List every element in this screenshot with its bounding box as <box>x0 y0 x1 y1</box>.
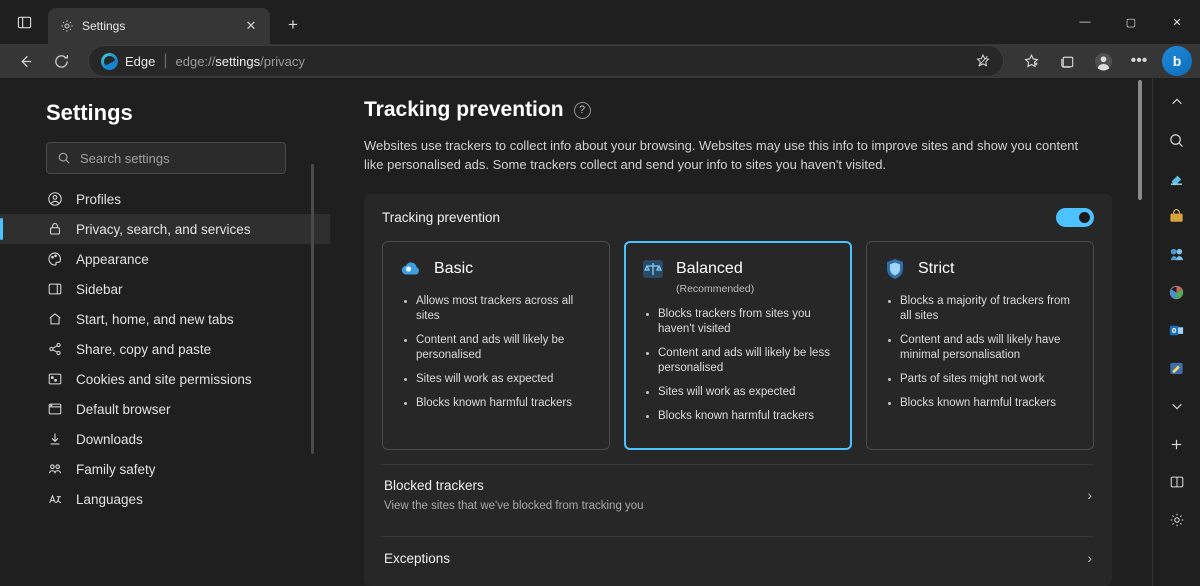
tab-title: Settings <box>82 19 126 33</box>
tracking-prevention-header <box>382 208 1094 227</box>
sidebar-item-sidebar[interactable] <box>0 274 330 304</box>
page-header <box>364 98 1112 122</box>
sidebar-item-label: Downloads <box>76 431 143 447</box>
sidebar-item-appearance[interactable] <box>0 244 330 274</box>
content-scrollbar[interactable] <box>1138 80 1142 200</box>
list-item: Blocks known harmful trackers <box>644 409 836 424</box>
settings-nav-list <box>0 184 330 514</box>
chevron-right-icon[interactable]: › <box>1087 487 1092 503</box>
outlook-icon[interactable] <box>1161 314 1193 346</box>
basic-cloud-icon <box>398 256 424 282</box>
sidebar-item-label: Privacy, search, and services <box>76 221 251 237</box>
tracking-prevention-card <box>364 194 1112 586</box>
browser-icon <box>46 401 63 418</box>
url-prefix: edge:// <box>175 53 216 69</box>
sidebar-scrollbar[interactable] <box>311 164 314 454</box>
appearance-icon <box>46 251 63 268</box>
page-title: Tracking prevention <box>364 98 564 121</box>
browser-toolbar <box>0 44 1200 78</box>
sidebar-item-share-copy-and-paste[interactable] <box>0 334 330 364</box>
sidebar-item-family-safety[interactable] <box>0 454 330 484</box>
more-options-icon[interactable]: ••• <box>1130 52 1148 69</box>
sidebar-item-label: Cookies and site permissions <box>76 371 252 387</box>
list-item: Content and ads will likely be less personalised <box>644 346 836 376</box>
profile-icon <box>46 191 63 208</box>
media-icon[interactable] <box>1161 276 1193 308</box>
sidebar-item-start-home-and-new-tabs[interactable] <box>0 304 330 334</box>
strict-shield-icon <box>882 256 908 282</box>
shopping-icon[interactable] <box>1161 200 1193 232</box>
url-suffix: /privacy <box>260 53 305 69</box>
option-strict-bullets <box>886 294 1078 411</box>
sidebar-item-privacy-search-and-services[interactable] <box>0 214 330 244</box>
sidebar-item-label: Appearance <box>76 251 149 267</box>
sidebar-item-profiles[interactable] <box>0 184 330 214</box>
download-icon <box>46 431 63 448</box>
maximize-button[interactable]: ▢ <box>1125 16 1137 29</box>
back-icon[interactable] <box>8 44 42 78</box>
tracking-prevention-toggle[interactable] <box>1056 208 1094 227</box>
settings-content <box>330 78 1152 586</box>
title-bar <box>0 0 1200 44</box>
page-body <box>0 78 1200 586</box>
tab-strip <box>0 0 308 44</box>
option-balanced-sub: (Recommended) <box>676 283 755 295</box>
search-icon[interactable] <box>1161 124 1193 156</box>
profile-icon[interactable] <box>1086 44 1120 78</box>
edge-brand <box>101 53 155 70</box>
copilot-button[interactable]: b <box>1162 46 1192 76</box>
chevron-down-icon[interactable] <box>1161 390 1193 422</box>
list-item: Content and ads will likely be personalised <box>402 333 594 363</box>
option-basic-name: Basic <box>434 260 474 277</box>
sidebar-item-label: Start, home, and new tabs <box>76 311 234 327</box>
list-item: Content and ads will likely have minimal personalisation <box>886 333 1078 363</box>
minimize-button[interactable]: — <box>1079 16 1091 28</box>
settings-icon[interactable] <box>1161 504 1193 536</box>
sidebar-item-label: Profiles <box>76 191 122 207</box>
languages-icon <box>46 491 63 508</box>
collections-icon[interactable] <box>1050 44 1084 78</box>
home-icon <box>46 311 63 328</box>
address-separator: | <box>163 52 168 69</box>
edge-brand-label: Edge <box>125 53 156 69</box>
row-description: View the sites that we've blocked from tracking you <box>384 500 644 512</box>
help-icon[interactable]: ? <box>574 102 591 119</box>
sidebar-item-label: Languages <box>76 491 143 507</box>
option-balanced-bullets <box>644 307 836 424</box>
address-bar[interactable] <box>88 45 1004 77</box>
chevron-up-icon[interactable] <box>1161 86 1193 118</box>
row-title: Blocked trackers <box>384 478 484 493</box>
drawing-icon[interactable] <box>1161 352 1193 384</box>
sidebar-item-cookies-and-site-permissions[interactable] <box>0 364 330 394</box>
split-screen-icon[interactable] <box>1161 466 1193 498</box>
address-url <box>176 54 961 69</box>
sidebar-item-default-browser[interactable] <box>0 394 330 424</box>
sidebar-item-label: Default browser <box>76 401 171 417</box>
close-icon[interactable]: ✕ <box>245 18 257 33</box>
cookies-icon <box>46 371 63 388</box>
sidebar-item-downloads[interactable] <box>0 424 330 454</box>
option-strict[interactable] <box>866 241 1094 450</box>
row-exceptions[interactable] <box>382 536 1094 576</box>
sidebar-item-languages[interactable] <box>0 484 330 514</box>
option-basic[interactable] <box>382 241 610 450</box>
option-balanced[interactable] <box>624 241 852 450</box>
edge-sidebar-rail <box>1152 78 1200 586</box>
edge-logo-icon <box>101 53 118 70</box>
row-title: Exceptions <box>384 550 451 566</box>
settings-sidebar <box>0 78 330 586</box>
row-exceptions-text <box>384 551 450 566</box>
search-icon <box>57 151 71 165</box>
list-item: Blocks trackers from sites you haven't visited <box>644 307 836 337</box>
balanced-scale-icon <box>640 256 666 282</box>
page-description: Websites use trackers to collect info about your browsing. Websites may use this info to improve sites and show you content like personalised ads. Some trackers collect and send your info to sites you haven't visited. <box>364 138 1079 172</box>
option-strict-name: Strict <box>918 260 955 277</box>
refresh-icon[interactable] <box>44 44 78 78</box>
chevron-right-icon[interactable]: › <box>1087 550 1092 566</box>
list-item: Sites will work as expected <box>402 372 594 387</box>
list-item: Blocks known harmful trackers <box>886 396 1078 411</box>
settings-heading: Settings <box>46 100 133 125</box>
search-settings-wrapper <box>46 142 286 174</box>
url-bold: settings <box>215 53 261 69</box>
window-controls <box>1062 0 1200 44</box>
browser-tab[interactable] <box>48 8 270 44</box>
list-item: Sites will work as expected <box>644 385 836 400</box>
list-item: Blocks known harmful trackers <box>402 396 594 411</box>
tracking-prevention-label: Tracking prevention <box>382 210 501 225</box>
new-tab-button[interactable]: + <box>288 15 298 34</box>
search-settings-box[interactable] <box>46 142 286 174</box>
list-item: Blocks a majority of trackers from all sites <box>886 294 1078 324</box>
tracking-level-options <box>382 241 1094 450</box>
gear-icon <box>60 19 74 33</box>
share-icon <box>46 341 63 358</box>
row-blocked-trackers[interactable] <box>382 464 1094 522</box>
lock-icon <box>46 221 63 238</box>
eraser-icon[interactable] <box>1161 162 1193 194</box>
sidebar-item-label: Share, copy and paste <box>76 341 212 357</box>
option-basic-header <box>398 256 594 282</box>
sidebar-item-label: Family safety <box>76 461 156 477</box>
tab-actions-button[interactable] <box>6 4 42 40</box>
option-strict-header <box>882 256 1078 282</box>
add-to-favorites-bar-icon[interactable] <box>969 47 997 75</box>
row-blocked-trackers-text <box>384 478 644 512</box>
family-icon <box>46 461 63 478</box>
close-window-button[interactable]: ✕ <box>1172 16 1182 29</box>
option-balanced-name: Balanced <box>676 260 743 277</box>
games-icon[interactable] <box>1161 238 1193 270</box>
list-item: Parts of sites might not work <box>886 372 1078 387</box>
favorites-icon[interactable] <box>1014 44 1048 78</box>
add-icon[interactable] <box>1161 428 1193 460</box>
option-basic-bullets <box>402 294 594 411</box>
sidebar-icon <box>46 281 63 298</box>
search-settings-input[interactable] <box>80 151 275 166</box>
list-item: Allows most trackers across all sites <box>402 294 594 324</box>
sidebar-item-label: Sidebar <box>76 281 123 297</box>
option-balanced-header <box>640 256 836 282</box>
